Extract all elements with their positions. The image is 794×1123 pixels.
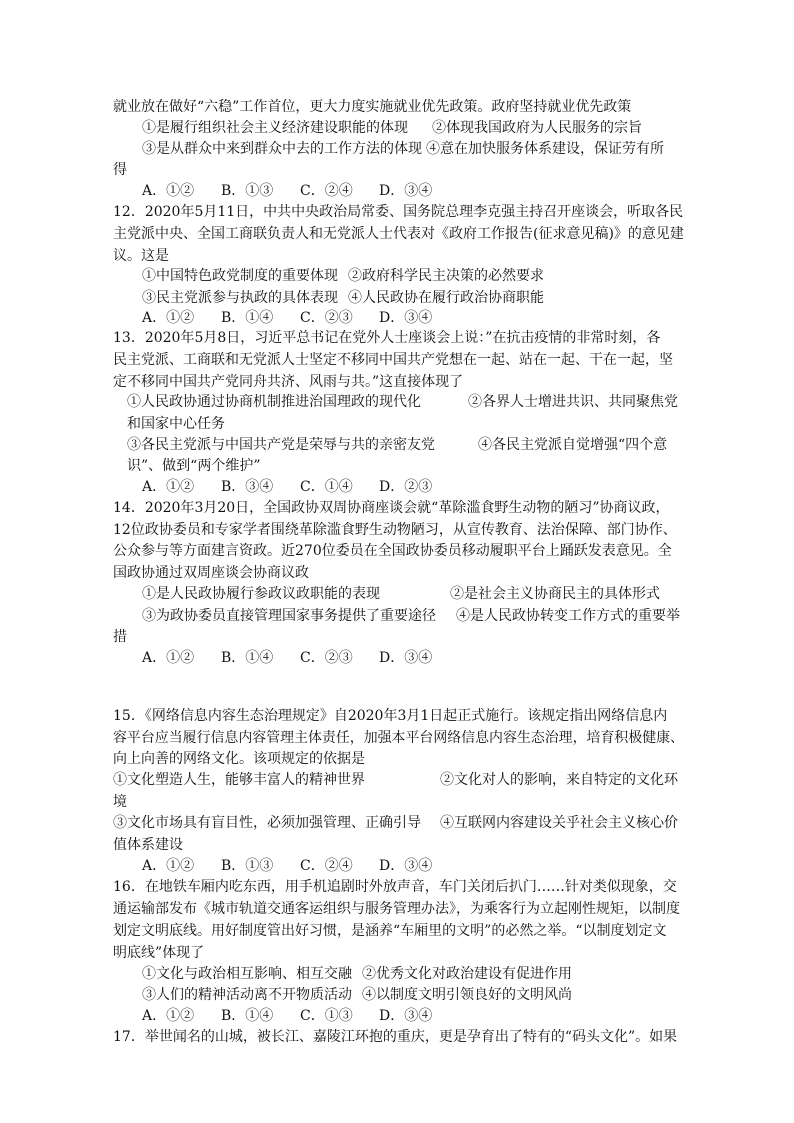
q15-answer-a[interactable]: A．①② xyxy=(142,858,195,874)
q15-option-1: ①文化塑造人生，能够丰富人的精神世界 xyxy=(113,772,365,788)
q16-stem-line-4: 明底线”体现了 xyxy=(113,945,205,961)
q12-stem-line-1: 12．2020年5月11日，中共中央政治局常委、国务院总理李克强主持召开座谈会，听取各民 xyxy=(113,204,684,220)
q16-answer-d[interactable]: D．③④ xyxy=(379,1008,433,1024)
q14-stem-line-4: 国政协通过双周座谈会协商议政 xyxy=(113,565,309,581)
q16-option-2: ②优秀文化对政治建设有促进作用 xyxy=(362,966,572,982)
q13-option-4: ④各民主党派自觉增强“四个意 xyxy=(478,437,668,453)
q15-option-2: ②文化对人的影响，来自特定的文化环 xyxy=(440,772,678,788)
q13-stem-line-3: 定不移同中国共产党同舟共济、风雨与共。”这直接体现了 xyxy=(113,374,464,390)
q13-answer-c[interactable]: C．①④ xyxy=(300,479,353,495)
q14-answer-b[interactable]: B．①④ xyxy=(221,650,274,666)
q14-answer-c[interactable]: C．②③ xyxy=(300,650,353,666)
q11-option-4-cont: 得 xyxy=(113,162,127,178)
q11-option-1: ①是履行组织社会主义经济建设职能的体现 xyxy=(142,120,408,136)
q12-stem-line-2: 主党派中央、全国工商联负责人和无党派人士代表对《政府工作报告(征求意见稿)》的意见建 xyxy=(113,226,684,242)
q13-stem-line-1: 13．2020年5月8日，习近平总书记在党外人士座谈会上说：”在抗击疫情的非常时刻，各 xyxy=(113,330,661,346)
q14-stem-line-1: 14．2020年3月20日，全国政协双周协商座谈会就“革除滥食野生动物的陋习”协商议政， xyxy=(113,500,670,516)
q16-option-3: ③人们的精神活动离不开物质活动 xyxy=(142,987,352,1003)
q11-option-4: ④意在加快服务体系建设，保证劳有所 xyxy=(426,141,664,157)
q13-option-4-cont: 识”、做到“两个维护” xyxy=(127,458,261,474)
q12-stem-line-3: 议。这是 xyxy=(113,248,169,264)
q14-answer-a[interactable]: A．①② xyxy=(142,650,195,666)
q12-answer-c[interactable]: C．②③ xyxy=(300,310,353,326)
q15-option-4: ④互联网内容建设关乎社会主义核心价 xyxy=(440,815,678,831)
q13-option-3: ③各民主党派与中国共产党是荣辱与共的亲密友党 xyxy=(127,437,435,453)
q13-option-2: ②各界人士增进共识、共同聚焦党 xyxy=(468,394,678,410)
q15-option-4-cont: 值体系建设 xyxy=(113,837,183,853)
q14-option-3: ③为政协委员直接管理国家事务提供了重要途径 xyxy=(142,608,436,624)
q14-option-4-cont: 措 xyxy=(113,629,127,645)
q12-option-3: ③民主党派参与执政的具体表现 xyxy=(142,290,338,306)
q12-answer-b[interactable]: B．①④ xyxy=(221,310,274,326)
q12-option-2: ②政府科学民主决策的必然要求 xyxy=(348,268,544,284)
q11-answer-b[interactable]: B．①③ xyxy=(221,183,274,199)
q15-answer-d[interactable]: D．③④ xyxy=(379,858,433,874)
q11-answer-c[interactable]: C．②④ xyxy=(300,183,353,199)
q14-stem-line-2: 12位政协委员和专家学者围绕革除滥食野生动物陋习，从宣传教育、法治保障、部门协作、 xyxy=(113,522,677,538)
q15-answer-c[interactable]: C．②④ xyxy=(300,858,353,874)
q13-answer-a[interactable]: A．①② xyxy=(142,479,195,495)
q15-stem-line-3: 向上向善的网络文化。该项规定的依据是 xyxy=(113,751,365,767)
q14-answer-d[interactable]: D．③④ xyxy=(379,650,433,666)
q16-answer-a[interactable]: A．①② xyxy=(142,1008,195,1024)
q16-option-4: ④以制度文明引领良好的文明风尚 xyxy=(362,987,572,1003)
q12-option-1: ①中国特色政党制度的重要体现 xyxy=(142,268,338,284)
q12-option-4: ④人民政协在履行政治协商职能 xyxy=(348,290,544,306)
q14-option-1: ①是人民政协履行参政议政职能的表现 xyxy=(142,586,380,602)
q16-stem-line-1: 16．在地铁车厢内吃东西，用手机追剧时外放声音，车门关闭后扒门……针对类似现象，交 xyxy=(113,879,677,895)
q14-stem-line-3: 公众参与等方面建言资政。近270位委员在全国政协委员移动履职平台上踊跃发表意见。全 xyxy=(113,543,672,559)
q13-answer-b[interactable]: B．③④ xyxy=(221,479,274,495)
q13-option-1: ①人民政协通过协商机制推进治国理政的现代化 xyxy=(127,394,421,410)
q14-option-2: ②是社会主义协商民主的具体形式 xyxy=(450,586,660,602)
q11-stem-line: 就业放在做好“六稳”工作首位，更大力度实施就业优先政策。政府坚持就业优先政策 xyxy=(113,99,632,115)
q11-option-3: ③是从群众中来到群众中去的工作方法的体现 xyxy=(142,141,422,157)
q15-option-3: ③文化市场具有盲目性，必须加强管理、正确引导 xyxy=(113,815,421,831)
q16-option-1: ①文化与政治相互影响、相互交融 xyxy=(142,966,352,982)
q11-answer-d[interactable]: D．③④ xyxy=(379,183,433,199)
q12-answer-d[interactable]: D．③④ xyxy=(379,310,433,326)
q17-stem-line-1: 17．举世闻名的山城，被长江、嘉陵江环抱的重庆，更是孕育出了特有的“码头文化”。如果 xyxy=(113,1029,678,1045)
q15-stem-line-2: 容平台应当履行信息内容管理主体责任，加强本平台网络信息内容生态治理，培育积极健康、 xyxy=(113,730,685,746)
q15-stem-line-1: 15．《网络信息内容生态治理规定》自2020年3月1日起正式施行。该规定指出网络信息内 xyxy=(113,708,668,724)
q11-answer-a[interactable]: A．①② xyxy=(142,183,195,199)
q16-answer-b[interactable]: B．①④ xyxy=(221,1008,274,1024)
q16-stem-line-2: 通运输部发布《城市轨道交通客运组织与服务管理办法》，为乘客行为立起刚性规矩，以制度 xyxy=(113,901,680,917)
q15-option-2-cont: 境 xyxy=(113,794,127,810)
q16-stem-line-3: 划定文明底线。用好制度管出好习惯，是涵养“车厢里的文明”的必然之举。“以制度划定文 xyxy=(113,923,667,939)
q13-option-2-cont: 和国家中心任务 xyxy=(127,416,225,432)
q12-answer-a[interactable]: A．①② xyxy=(142,310,195,326)
q16-answer-c[interactable]: C．①③ xyxy=(300,1008,353,1024)
q13-answer-d[interactable]: D．②③ xyxy=(379,479,433,495)
q11-option-2: ②体现我国政府为人民服务的宗旨 xyxy=(432,120,642,136)
q13-stem-line-2: 民主党派、工商联和无党派人士坚定不移同中国共产党想在一起、站在一起、干在一起，坚 xyxy=(113,352,673,368)
q14-option-4: ④是人民政协转变工作方式的重要举 xyxy=(456,608,680,624)
q15-answer-b[interactable]: B．①③ xyxy=(221,858,274,874)
